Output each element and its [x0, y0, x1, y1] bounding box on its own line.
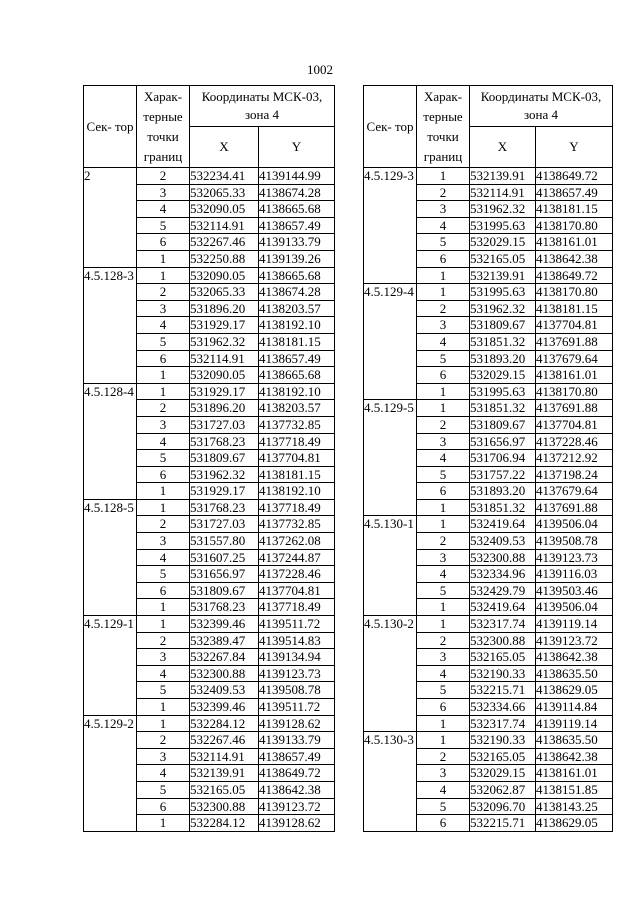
table-row — [84, 616, 335, 633]
point-number-cell: 1 — [137, 267, 190, 284]
table-row — [364, 284, 613, 301]
y-coordinate-cell: 4138192.10 — [259, 317, 335, 334]
point-number-cell: 4 — [417, 566, 470, 583]
x-coordinate-cell: 531757.22 — [470, 466, 536, 483]
y-coordinate-cell: 4138161.01 — [536, 765, 613, 782]
table-row — [364, 516, 613, 533]
sector-cell: 4.5.129-5 — [364, 400, 417, 516]
x-coordinate-cell: 532317.74 — [470, 616, 536, 633]
point-number-cell: 4 — [417, 450, 470, 467]
y-coordinate-cell: 4138674.28 — [259, 184, 335, 201]
x-coordinate-cell: 531929.17 — [190, 383, 259, 400]
x-coordinate-cell: 531656.97 — [190, 566, 259, 583]
coordinates-table-right — [363, 85, 613, 832]
point-number-cell: 6 — [137, 350, 190, 367]
y-coordinate-cell: 4139503.46 — [536, 582, 613, 599]
y-coordinate-cell: 4138657.49 — [259, 350, 335, 367]
header-y: Y — [259, 127, 335, 168]
header-x: X — [190, 127, 259, 168]
point-number-cell: 6 — [137, 234, 190, 251]
y-coordinate-cell: 4138649.72 — [259, 765, 335, 782]
header-sector: Сек- тор — [364, 86, 417, 168]
point-number-cell: 6 — [417, 483, 470, 500]
x-coordinate-cell: 532090.05 — [190, 201, 259, 218]
y-coordinate-cell: 4137244.87 — [259, 549, 335, 566]
point-number-cell: 5 — [417, 682, 470, 699]
table-row — [364, 616, 613, 633]
x-coordinate-cell: 532029.15 — [470, 765, 536, 782]
x-coordinate-cell: 531557.80 — [190, 533, 259, 550]
x-coordinate-cell: 532389.47 — [190, 632, 259, 649]
y-coordinate-cell: 4138649.72 — [536, 267, 613, 284]
y-coordinate-cell: 4138192.10 — [259, 483, 335, 500]
x-coordinate-cell: 532334.96 — [470, 566, 536, 583]
point-number-cell: 4 — [137, 433, 190, 450]
x-coordinate-cell: 532399.46 — [190, 616, 259, 633]
point-number-cell: 3 — [137, 748, 190, 765]
point-number-cell: 2 — [137, 632, 190, 649]
table-row — [84, 383, 335, 400]
sector-cell: 2 — [84, 168, 137, 268]
table-row — [84, 168, 335, 185]
point-number-cell: 1 — [417, 284, 470, 301]
sector-cell: 4.5.128-3 — [84, 267, 137, 383]
y-coordinate-cell: 4139123.73 — [536, 549, 613, 566]
y-coordinate-cell: 4138170.80 — [536, 383, 613, 400]
y-coordinate-cell: 4137198.24 — [536, 466, 613, 483]
y-coordinate-cell: 4138170.80 — [536, 284, 613, 301]
point-number-cell: 1 — [137, 715, 190, 732]
y-coordinate-cell: 4137718.49 — [259, 433, 335, 450]
x-coordinate-cell: 532065.33 — [190, 184, 259, 201]
x-coordinate-cell: 532165.05 — [470, 250, 536, 267]
point-number-cell: 1 — [137, 250, 190, 267]
x-coordinate-cell: 532409.53 — [470, 533, 536, 550]
point-number-cell: 1 — [417, 732, 470, 749]
point-number-cell: 1 — [137, 699, 190, 716]
point-number-cell: 4 — [137, 201, 190, 218]
table-row — [84, 499, 335, 516]
point-number-cell: 4 — [417, 781, 470, 798]
header-sector: Сек- тор — [84, 86, 137, 168]
table-row — [364, 732, 613, 749]
y-coordinate-cell: 4139123.73 — [259, 665, 335, 682]
x-coordinate-cell: 532029.15 — [470, 367, 536, 384]
x-coordinate-cell: 532190.33 — [470, 732, 536, 749]
point-number-cell: 3 — [417, 649, 470, 666]
point-number-cell: 4 — [137, 665, 190, 682]
x-coordinate-cell: 532165.05 — [470, 748, 536, 765]
y-coordinate-cell: 4139511.72 — [259, 699, 335, 716]
point-number-cell: 2 — [417, 533, 470, 550]
y-coordinate-cell: 4138192.10 — [259, 383, 335, 400]
x-coordinate-cell: 532267.46 — [190, 234, 259, 251]
x-coordinate-cell: 531809.67 — [190, 582, 259, 599]
y-coordinate-cell: 4138170.80 — [536, 217, 613, 234]
y-coordinate-cell: 4137679.64 — [536, 483, 613, 500]
x-coordinate-cell: 531809.67 — [470, 317, 536, 334]
x-coordinate-cell: 532215.71 — [470, 815, 536, 832]
header-x: X — [470, 127, 536, 168]
y-coordinate-cell: 4139133.79 — [259, 234, 335, 251]
x-coordinate-cell: 532267.46 — [190, 732, 259, 749]
sector-cell: 4.5.129-2 — [84, 715, 137, 831]
point-number-cell: 6 — [417, 815, 470, 832]
x-coordinate-cell: 532419.64 — [470, 599, 536, 616]
point-number-cell: 1 — [417, 616, 470, 633]
point-number-cell: 5 — [417, 582, 470, 599]
y-coordinate-cell: 4139123.72 — [536, 632, 613, 649]
point-number-cell: 6 — [137, 798, 190, 815]
x-coordinate-cell: 532090.05 — [190, 367, 259, 384]
point-number-cell: 2 — [137, 168, 190, 185]
x-coordinate-cell: 531962.32 — [190, 333, 259, 350]
point-number-cell: 1 — [417, 400, 470, 417]
x-coordinate-cell: 531656.97 — [470, 433, 536, 450]
point-number-cell: 5 — [137, 450, 190, 467]
y-coordinate-cell: 4138203.57 — [259, 400, 335, 417]
point-number-cell: 1 — [137, 383, 190, 400]
x-coordinate-cell: 532139.91 — [190, 765, 259, 782]
sector-cell: 4.5.129-3 — [364, 168, 417, 284]
y-coordinate-cell: 4139508.78 — [259, 682, 335, 699]
y-coordinate-cell: 4139128.62 — [259, 815, 335, 832]
x-coordinate-cell: 532317.74 — [470, 715, 536, 732]
x-coordinate-cell: 531851.32 — [470, 333, 536, 350]
x-coordinate-cell: 531995.63 — [470, 284, 536, 301]
sector-cell: 4.5.129-4 — [364, 284, 417, 400]
y-coordinate-cell: 4138143.25 — [536, 798, 613, 815]
x-coordinate-cell: 532114.91 — [470, 184, 536, 201]
x-coordinate-cell: 532409.53 — [190, 682, 259, 699]
y-coordinate-cell: 4138657.49 — [259, 217, 335, 234]
x-coordinate-cell: 532267.84 — [190, 649, 259, 666]
x-coordinate-cell: 531706.94 — [470, 450, 536, 467]
x-coordinate-cell: 532250.88 — [190, 250, 259, 267]
point-number-cell: 2 — [137, 732, 190, 749]
point-number-cell: 1 — [137, 367, 190, 384]
y-coordinate-cell: 4138657.49 — [259, 748, 335, 765]
x-coordinate-cell: 531809.67 — [190, 450, 259, 467]
y-coordinate-cell: 4137691.88 — [536, 499, 613, 516]
y-coordinate-cell: 4137704.81 — [259, 582, 335, 599]
x-coordinate-cell: 531809.67 — [470, 416, 536, 433]
x-coordinate-cell: 531962.32 — [470, 300, 536, 317]
x-coordinate-cell: 532215.71 — [470, 682, 536, 699]
x-coordinate-cell: 532300.88 — [470, 549, 536, 566]
y-coordinate-cell: 4138635.50 — [536, 665, 613, 682]
point-number-cell: 1 — [417, 599, 470, 616]
y-coordinate-cell: 4139134.94 — [259, 649, 335, 666]
point-number-cell: 1 — [137, 483, 190, 500]
y-coordinate-cell: 4139123.72 — [259, 798, 335, 815]
y-coordinate-cell: 4137679.64 — [536, 350, 613, 367]
x-coordinate-cell: 532429.79 — [470, 582, 536, 599]
x-coordinate-cell: 531896.20 — [190, 300, 259, 317]
point-number-cell: 6 — [137, 582, 190, 599]
y-coordinate-cell: 4138181.15 — [259, 333, 335, 350]
x-coordinate-cell: 531896.20 — [190, 400, 259, 417]
point-number-cell: 5 — [137, 781, 190, 798]
point-number-cell: 2 — [137, 516, 190, 533]
y-coordinate-cell: 4139116.03 — [536, 566, 613, 583]
point-number-cell: 1 — [417, 168, 470, 185]
y-coordinate-cell: 4138635.50 — [536, 732, 613, 749]
point-number-cell: 2 — [417, 416, 470, 433]
y-coordinate-cell: 4139119.14 — [536, 616, 613, 633]
point-number-cell: 1 — [137, 599, 190, 616]
x-coordinate-cell: 531768.23 — [190, 599, 259, 616]
sector-cell: 4.5.129-1 — [84, 616, 137, 716]
point-number-cell: 3 — [137, 533, 190, 550]
x-coordinate-cell: 532399.46 — [190, 699, 259, 716]
point-number-cell: 2 — [417, 184, 470, 201]
y-coordinate-cell: 4138642.38 — [536, 250, 613, 267]
point-number-cell: 6 — [417, 250, 470, 267]
y-coordinate-cell: 4137732.85 — [259, 516, 335, 533]
point-number-cell: 5 — [137, 682, 190, 699]
y-coordinate-cell: 4138649.72 — [536, 168, 613, 185]
point-number-cell: 1 — [137, 616, 190, 633]
y-coordinate-cell: 4138657.49 — [536, 184, 613, 201]
x-coordinate-cell: 532300.88 — [190, 665, 259, 682]
y-coordinate-cell: 4138665.68 — [259, 201, 335, 218]
point-number-cell: 4 — [417, 665, 470, 682]
x-coordinate-cell: 531995.63 — [470, 383, 536, 400]
x-coordinate-cell: 532114.91 — [190, 350, 259, 367]
y-coordinate-cell: 4138181.15 — [259, 466, 335, 483]
y-coordinate-cell: 4137212.92 — [536, 450, 613, 467]
y-coordinate-cell: 4138665.68 — [259, 267, 335, 284]
point-number-cell: 1 — [137, 815, 190, 832]
point-number-cell: 1 — [417, 715, 470, 732]
table-row — [364, 400, 613, 417]
y-coordinate-cell: 4138642.38 — [536, 748, 613, 765]
y-coordinate-cell: 4137704.81 — [259, 450, 335, 467]
point-number-cell: 3 — [417, 549, 470, 566]
y-coordinate-cell: 4139506.04 — [536, 516, 613, 533]
x-coordinate-cell: 531962.32 — [470, 201, 536, 218]
point-number-cell: 4 — [137, 765, 190, 782]
x-coordinate-cell: 531727.03 — [190, 416, 259, 433]
header-characteristic-points: Харак- терные точки границ — [417, 86, 470, 168]
x-coordinate-cell: 532300.88 — [470, 632, 536, 649]
table-row — [84, 715, 335, 732]
y-coordinate-cell: 4138642.38 — [259, 781, 335, 798]
y-coordinate-cell: 4139119.14 — [536, 715, 613, 732]
x-coordinate-cell: 531962.32 — [190, 466, 259, 483]
x-coordinate-cell: 531929.17 — [190, 483, 259, 500]
y-coordinate-cell: 4139114.84 — [536, 699, 613, 716]
y-coordinate-cell: 4139511.72 — [259, 616, 335, 633]
y-coordinate-cell: 4138629.05 — [536, 815, 613, 832]
point-number-cell: 5 — [417, 350, 470, 367]
y-coordinate-cell: 4138181.15 — [536, 201, 613, 218]
point-number-cell: 5 — [137, 333, 190, 350]
point-number-cell: 2 — [417, 632, 470, 649]
y-coordinate-cell: 4138665.68 — [259, 367, 335, 384]
x-coordinate-cell: 531851.32 — [470, 499, 536, 516]
point-number-cell: 1 — [137, 499, 190, 516]
y-coordinate-cell: 4139508.78 — [536, 533, 613, 550]
x-coordinate-cell: 531768.23 — [190, 499, 259, 516]
point-number-cell: 3 — [137, 649, 190, 666]
point-number-cell: 1 — [417, 267, 470, 284]
point-number-cell: 1 — [417, 499, 470, 516]
point-number-cell: 4 — [137, 317, 190, 334]
y-coordinate-cell: 4138161.01 — [536, 234, 613, 251]
point-number-cell: 1 — [417, 516, 470, 533]
x-coordinate-cell: 531995.63 — [470, 217, 536, 234]
y-coordinate-cell: 4138674.28 — [259, 284, 335, 301]
header-coordinates: Координаты МСК-03, зона 4 — [470, 86, 613, 127]
x-coordinate-cell: 532090.05 — [190, 267, 259, 284]
y-coordinate-cell: 4139514.83 — [259, 632, 335, 649]
table-row — [84, 267, 335, 284]
point-number-cell: 5 — [137, 566, 190, 583]
x-coordinate-cell: 531929.17 — [190, 317, 259, 334]
point-number-cell: 4 — [417, 333, 470, 350]
y-coordinate-cell: 4137262.08 — [259, 533, 335, 550]
x-coordinate-cell: 532062.87 — [470, 781, 536, 798]
y-coordinate-cell: 4137228.46 — [536, 433, 613, 450]
y-coordinate-cell: 4137718.49 — [259, 499, 335, 516]
x-coordinate-cell: 531768.23 — [190, 433, 259, 450]
y-coordinate-cell: 4139128.62 — [259, 715, 335, 732]
point-number-cell: 3 — [417, 433, 470, 450]
x-coordinate-cell: 532284.12 — [190, 715, 259, 732]
y-coordinate-cell: 4138203.57 — [259, 300, 335, 317]
point-number-cell: 2 — [417, 300, 470, 317]
point-number-cell: 1 — [417, 383, 470, 400]
y-coordinate-cell: 4137704.81 — [536, 317, 613, 334]
x-coordinate-cell: 532114.91 — [190, 748, 259, 765]
y-coordinate-cell: 4137718.49 — [259, 599, 335, 616]
y-coordinate-cell: 4139506.04 — [536, 599, 613, 616]
x-coordinate-cell: 531893.20 — [470, 350, 536, 367]
x-coordinate-cell: 532334.66 — [470, 699, 536, 716]
y-coordinate-cell: 4137228.46 — [259, 566, 335, 583]
y-coordinate-cell: 4137732.85 — [259, 416, 335, 433]
y-coordinate-cell: 4138629.05 — [536, 682, 613, 699]
point-number-cell: 4 — [417, 217, 470, 234]
y-coordinate-cell: 4139133.79 — [259, 732, 335, 749]
y-coordinate-cell: 4137704.81 — [536, 416, 613, 433]
point-number-cell: 5 — [417, 466, 470, 483]
y-coordinate-cell: 4139139.26 — [259, 250, 335, 267]
point-number-cell: 6 — [137, 466, 190, 483]
x-coordinate-cell: 532234.41 — [190, 168, 259, 185]
x-coordinate-cell: 532029.15 — [470, 234, 536, 251]
x-coordinate-cell: 532096.70 — [470, 798, 536, 815]
point-number-cell: 2 — [417, 748, 470, 765]
y-coordinate-cell: 4138181.15 — [536, 300, 613, 317]
y-coordinate-cell: 4137691.88 — [536, 333, 613, 350]
sector-cell: 4.5.130-3 — [364, 732, 417, 832]
x-coordinate-cell: 532190.33 — [470, 665, 536, 682]
x-coordinate-cell: 532114.91 — [190, 217, 259, 234]
y-coordinate-cell: 4138151.85 — [536, 781, 613, 798]
x-coordinate-cell: 532284.12 — [190, 815, 259, 832]
point-number-cell: 5 — [417, 234, 470, 251]
point-number-cell: 4 — [137, 549, 190, 566]
point-number-cell: 5 — [417, 798, 470, 815]
x-coordinate-cell: 532300.88 — [190, 798, 259, 815]
point-number-cell: 3 — [137, 300, 190, 317]
x-coordinate-cell: 532165.05 — [190, 781, 259, 798]
point-number-cell: 3 — [137, 184, 190, 201]
point-number-cell: 3 — [137, 416, 190, 433]
coordinates-table-left — [83, 85, 335, 832]
y-coordinate-cell: 4138161.01 — [536, 367, 613, 384]
page-number: 1002 — [307, 62, 333, 77]
sector-cell: 4.5.130-2 — [364, 616, 417, 732]
x-coordinate-cell: 532419.64 — [470, 516, 536, 533]
point-number-cell: 3 — [417, 317, 470, 334]
x-coordinate-cell: 532139.91 — [470, 267, 536, 284]
y-coordinate-cell: 4139144.99 — [259, 168, 335, 185]
header-y: Y — [536, 127, 613, 168]
sector-cell: 4.5.130-1 — [364, 516, 417, 616]
point-number-cell: 6 — [417, 699, 470, 716]
x-coordinate-cell: 532065.33 — [190, 284, 259, 301]
x-coordinate-cell: 532139.91 — [470, 168, 536, 185]
table-row — [364, 168, 613, 185]
point-number-cell: 3 — [417, 765, 470, 782]
header-characteristic-points: Харак- терные точки границ — [137, 86, 190, 168]
x-coordinate-cell: 531893.20 — [470, 483, 536, 500]
header-coordinates: Координаты МСК-03, зона 4 — [190, 86, 335, 127]
point-number-cell: 2 — [137, 400, 190, 417]
x-coordinate-cell: 531727.03 — [190, 516, 259, 533]
x-coordinate-cell: 531851.32 — [470, 400, 536, 417]
point-number-cell: 5 — [137, 217, 190, 234]
x-coordinate-cell: 531607.25 — [190, 549, 259, 566]
y-coordinate-cell: 4137691.88 — [536, 400, 613, 417]
x-coordinate-cell: 532165.05 — [470, 649, 536, 666]
point-number-cell: 2 — [137, 284, 190, 301]
y-coordinate-cell: 4138642.38 — [536, 649, 613, 666]
point-number-cell: 3 — [417, 201, 470, 218]
point-number-cell: 6 — [417, 367, 470, 384]
sector-cell: 4.5.128-5 — [84, 499, 137, 615]
sector-cell: 4.5.128-4 — [84, 383, 137, 499]
